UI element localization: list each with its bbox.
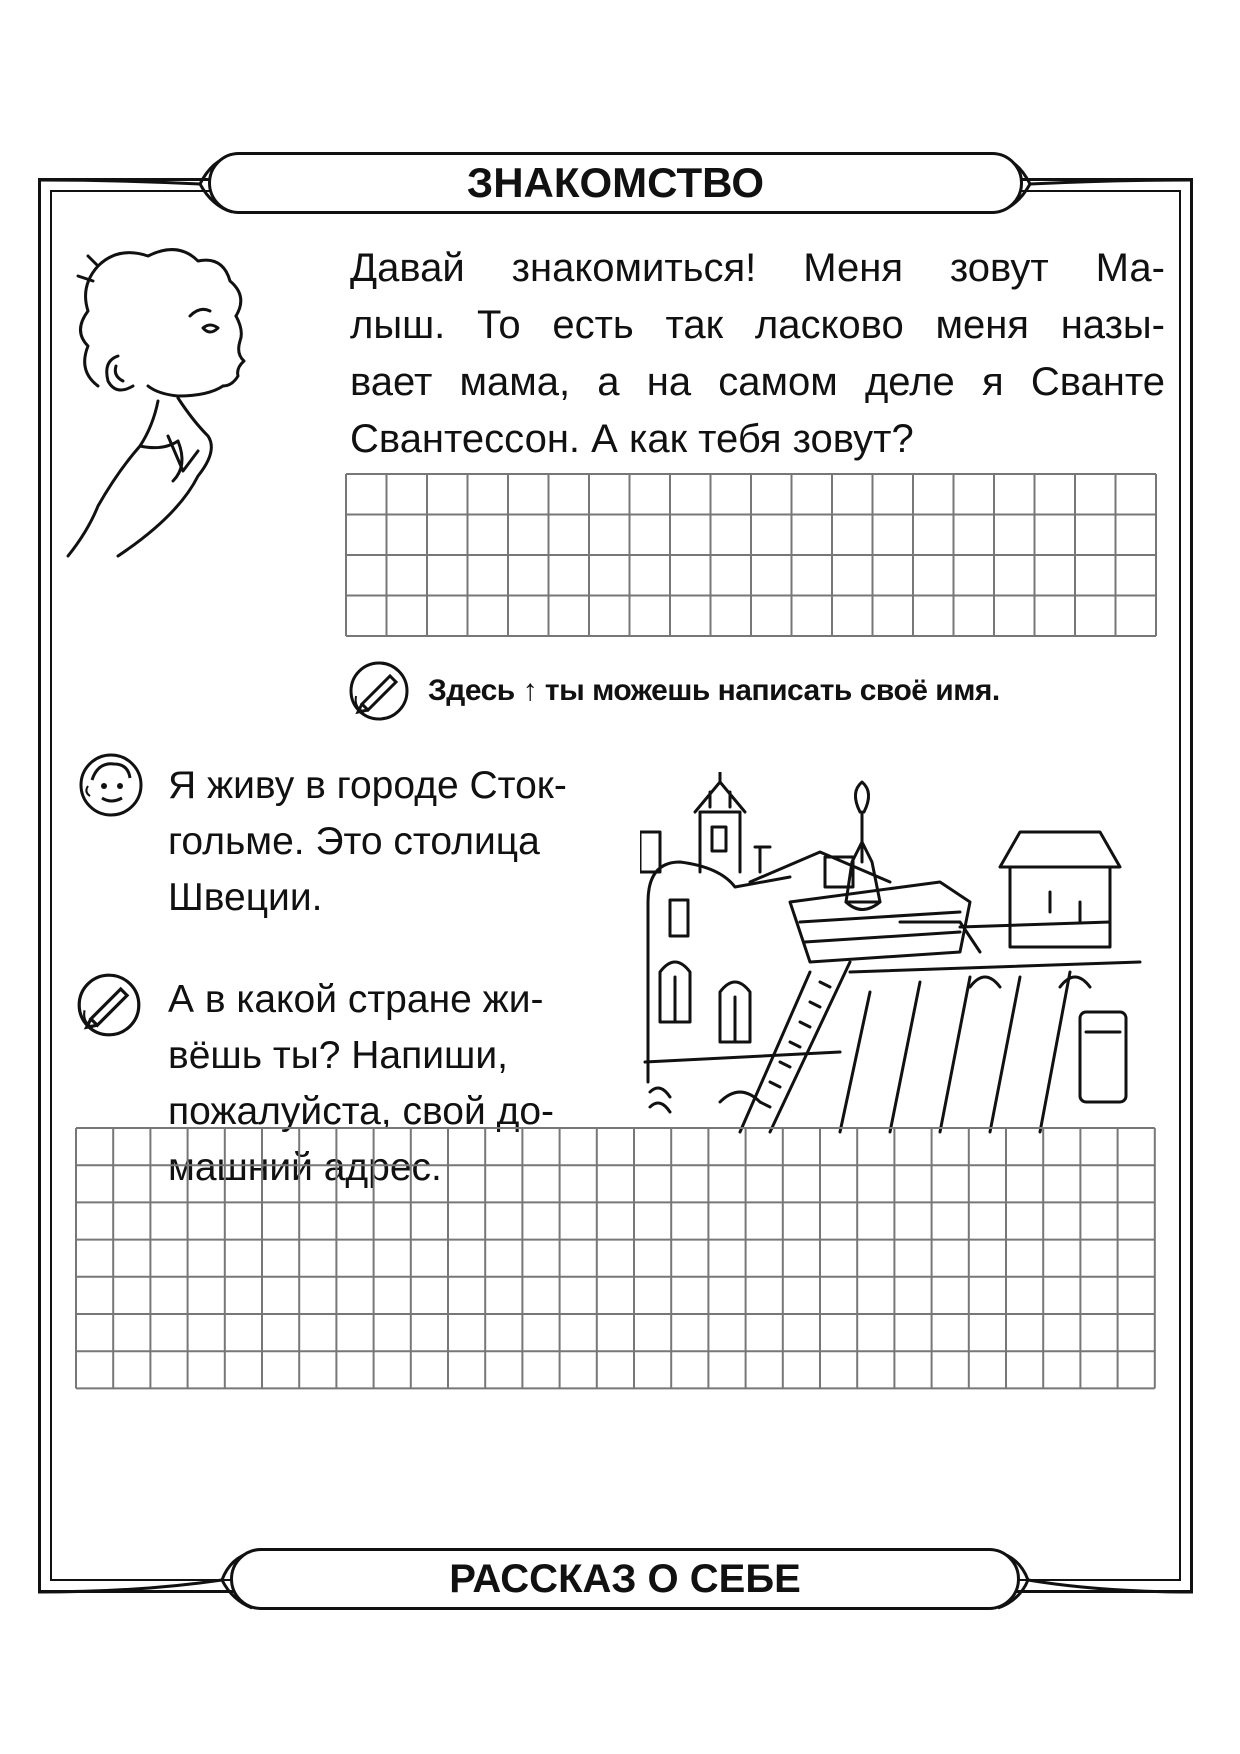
intro-paragraph (350, 240, 1165, 468)
footer-title: РАССКАЗ О СЕБЕ (449, 1557, 801, 1601)
section-title-banner (208, 152, 1023, 214)
intro-line: Свантессон. А как тебя зовут? (350, 417, 914, 461)
pencil-icon (348, 660, 410, 722)
footer-title-banner (230, 1548, 1020, 1610)
question-line: А в какой стране жи- (168, 978, 544, 1021)
pencil-icon (76, 972, 142, 1038)
city-paragraph (168, 758, 628, 926)
boy-portrait-icon (58, 236, 298, 586)
intro-line: лыш. То есть так ласково меня назы- (350, 303, 1165, 347)
city-line: Швеции. (168, 876, 323, 919)
question-line: пожалуйста, свой до- (168, 1090, 555, 1133)
intro-line: вает мама, а на самом деле я Сванте (350, 360, 1165, 404)
name-hint-text: Здесь ↑ ты можешь написать своё имя. (428, 674, 1000, 707)
name-writing-grid[interactable] (342, 470, 1172, 640)
question-line: машний адрес. (168, 1146, 442, 1189)
city-line: гольме. Это столица (168, 820, 540, 863)
address-writing-grid[interactable] (72, 1118, 1162, 1408)
rooftops-illustration (640, 772, 1160, 1152)
intro-line: Давай знакомиться! Меня зовут Ма- (350, 246, 1165, 290)
page-title: ЗНАКОМСТВО (466, 159, 765, 206)
question-line: вёшь ты? Напиши, (168, 1034, 508, 1077)
city-line: Я живу в городе Сток- (168, 764, 567, 807)
boy-face-icon (78, 752, 144, 818)
name-hint (348, 656, 1000, 726)
